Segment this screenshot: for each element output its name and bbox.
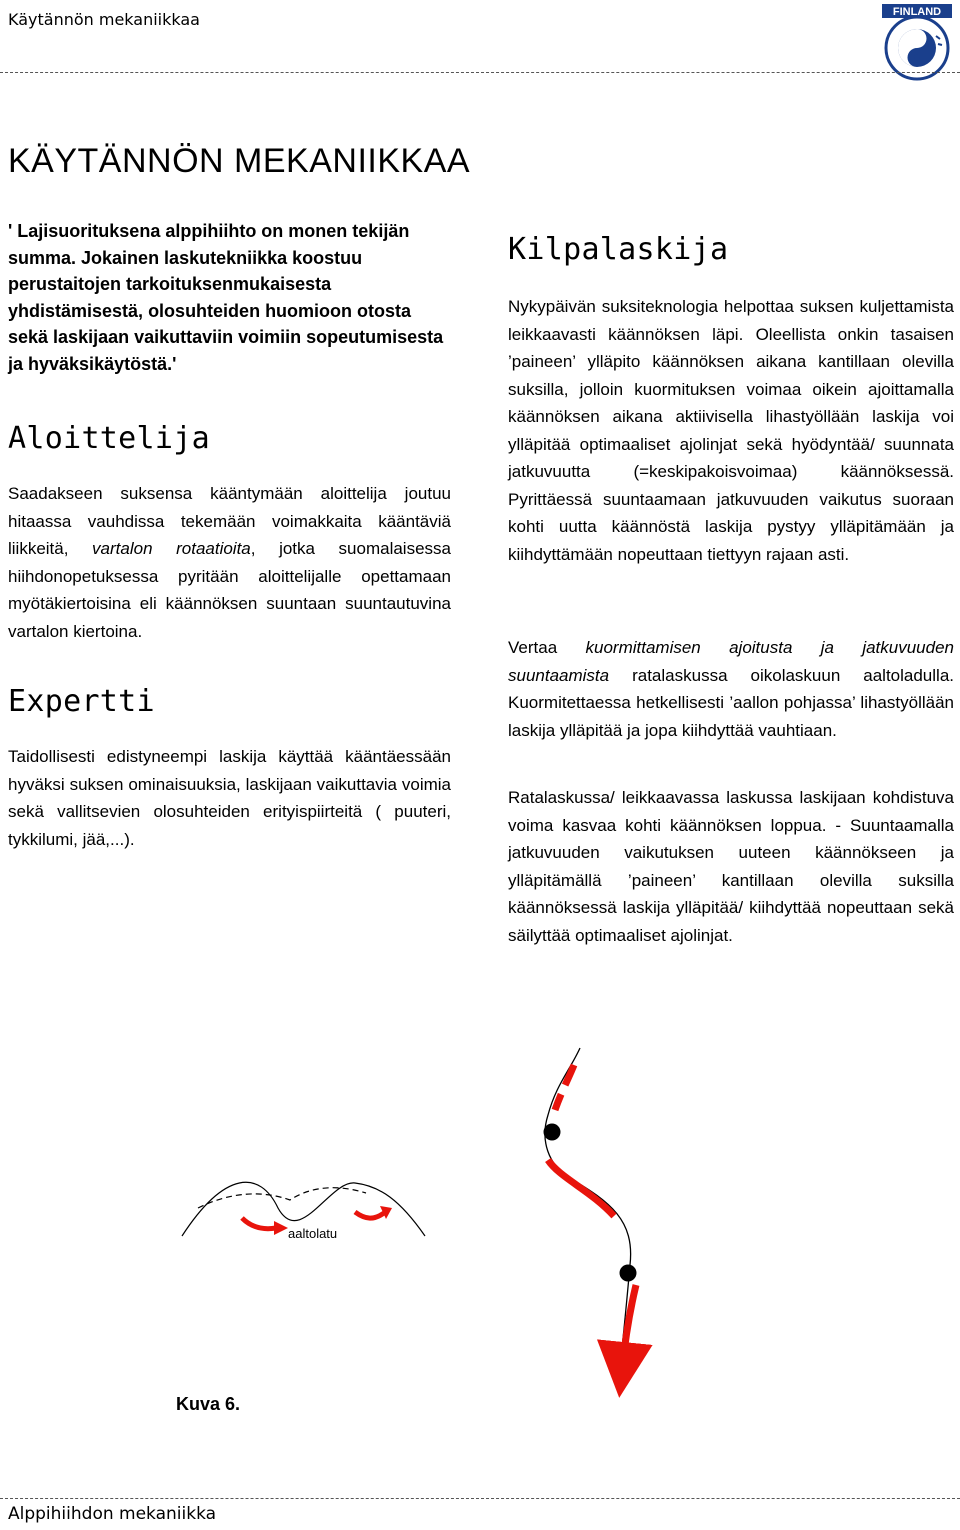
finland-ski-instructors-logo — [878, 2, 956, 82]
page-title: KÄYTÄNNÖN MEKANIIKKAA — [8, 142, 471, 180]
paragraph-kilpalaskija-2: Vertaa kuormittamisen ajoitusta ja jatkuvuuden suuntaamista ratalaskussa oikolaskuun aaltoladulla. Kuormitettaessa hetkellisesti ’aallon pohjassa’ lihastyöllään laskija ylläpitää ja jopa kiihdyttää vauhtiaan. — [508, 638, 954, 740]
label-aaltolatu: aaltolatu — [288, 1226, 338, 1241]
paragraph-expertti: Taidollisesti edistyneempi laskija käyttää kääntäessään hyväksi suksen ominaisuuksia, laskijaan vaikuttavia voimia sekä vallitsevien olosuhteiden erityispiirteitä ( puuteri, tykkilumi, jää,...). — [8, 747, 451, 849]
paragraph-kilpalaskija-3: Ratalaskussa/ leikkaavassa laskussa laskijaan kohdistuva voima kasvaa kohti käännöksen loppua. - Suuntaamalla jatkuvuuden vaikutuksen uuteen käännökseen ja ylläpitämällä ’paineen’ kantillaan olevilla suksilla käännöksessä laskija ylläpitää/ kiihdyttää nopeuttaan sekä säilyttää optimaaliset ajolinjat. — [508, 788, 954, 945]
slalom-red-segment-bottom — [622, 1285, 636, 1370]
footer-title: Alppihiihdon mekaniikka — [8, 1504, 217, 1524]
heading-aloittelija: Aloittelija — [8, 421, 210, 456]
paragraph-kilpalaskija-1: Nykypäivän suksiteknologia helpottaa suksen kuljettamista leikkaavasti käännöksen läpi. Oleellista onkin tasaisen ’paineen’ ylläpito käännöksen aikana kantillaan olevilla suksilla, jolloin kuormituksen voimaa oikein ajoittamalla käännöksen aikana aktiivisella lihastyöllään laskija voi ylläpitää optimaaliset ajolinjat sekä hyödyntää/ suunnata jatkuvuutta (=keskipakoisvoimaa) käännöksessä. Pyrittäessä suuntaamaan jatkuvuuden vaikutus suoraan kohti uutta käännöstä laskija pystyy ylläpitämään ja kiihdyttämään nopeuttaan tiettyyn rajaan asti. — [508, 297, 954, 564]
slalom-gate-upper — [544, 1124, 561, 1141]
footer-divider — [0, 1498, 960, 1499]
heading-expertti: Expertti — [8, 684, 155, 719]
logo-text-top: FINLAND — [892, 6, 942, 18]
figure-ski-lines-illustration — [0, 1030, 960, 1430]
slalom-red-segment-middle — [548, 1160, 614, 1216]
intro-quote: ' Lajisuorituksena alppihiihto on monen tekijän summa. Jokainen laskutekniikka koostuu perustaitojen tarkoituksenmukaisesta yhdistämisestä, olosuhteiden huomioon otosta sekä laskijaan vaikuttaviin voimiin sopeutumisesta ja hyväksikäytöstä.' — [8, 221, 444, 374]
wave-force-arrow-right — [355, 1212, 384, 1218]
figure-caption: Kuva 6. — [176, 1394, 241, 1414]
paragraph-aloittelija: Saadakseen suksensa kääntymään aloittelija joutuu hitaassa vauhdissa tekemään voimakkaita kääntäviä liikkeitä, vartalon rotaatioita, jotka suomalaisessa hiihdonopetuksessa pyritään aloittelijalle opettamaan myötäkiertoisina eli käännöksen suuntaan suuntautuvina vartalon kiertoina. — [8, 484, 451, 641]
header-divider — [0, 72, 960, 73]
slalom-gate-lower — [620, 1265, 637, 1282]
heading-kilpalaskija: Kilpalaskija — [508, 232, 729, 267]
wave-force-arrow-left — [242, 1218, 276, 1229]
header-title: Käytännön mekaniikkaa — [8, 10, 200, 29]
